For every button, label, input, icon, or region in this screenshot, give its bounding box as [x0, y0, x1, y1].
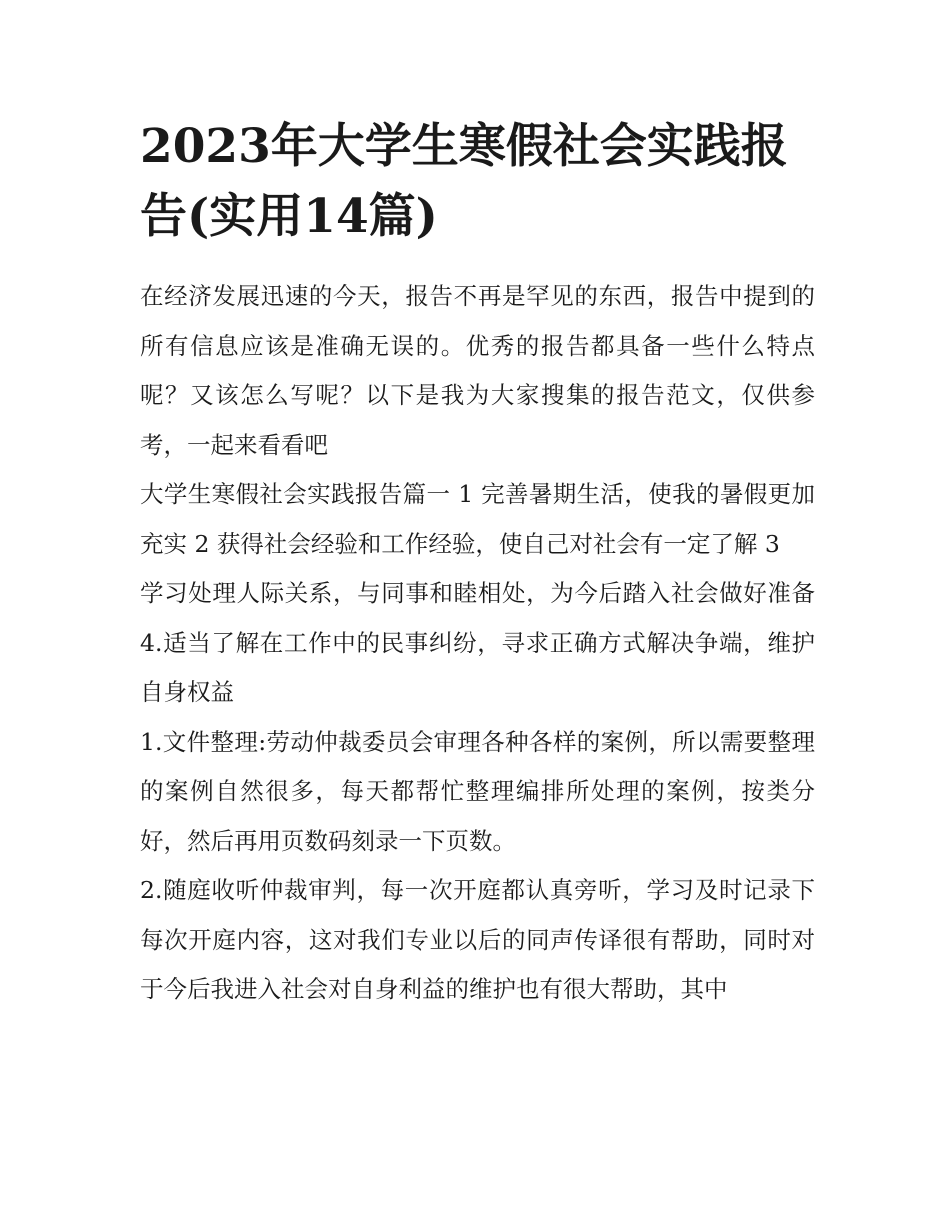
document-title: 2023年大学生寒假社会实践报告(实用14篇) — [140, 119, 788, 244]
paragraph-task-2: 2.随庭收听仲裁审判，每一次开庭都认真旁听，学习及时记录下每次开庭内容，这对我们专业以后的同声传译很有帮助，同时对于今后我进入社会对自身利益的维护也有很大帮助，其中 — [140, 876, 815, 1003]
paragraph-intro: 在经济发展迅速的今天，报告不再是罕见的东西，报告中提到的所有信息应该是准确无误的。优秀的报告都具备一些什么特点呢？又该怎么写呢？以下是我为大家搜集的报告范文，仅供参考，一起来看看吧 — [140, 282, 815, 459]
document-body — [140, 272, 815, 1015]
paragraph-goals: 大学生寒假社会实践报告篇一 1 完善暑期生活，使我的暑假更加充实 2 获得社会经验和工作经验，使自己对社会有一定了解 3 — [140, 480, 815, 558]
paragraph-goals-continued: 学习处理人际关系，与同事和睦相处，为今后踏入社会做好准备 4.适当了解在工作中的民事纠纷，寻求正确方式解决争端，维护自身权益 — [140, 579, 815, 706]
paragraph-task-1: 1.文件整理:劳动仲裁委员会审理各种各样的案例，所以需要整理的案例自然很多，每天都帮忙整理编排所处理的案例，按类分好，然后再用页数码刻录一下页数。 — [140, 727, 815, 855]
document-page — [140, 112, 815, 1015]
